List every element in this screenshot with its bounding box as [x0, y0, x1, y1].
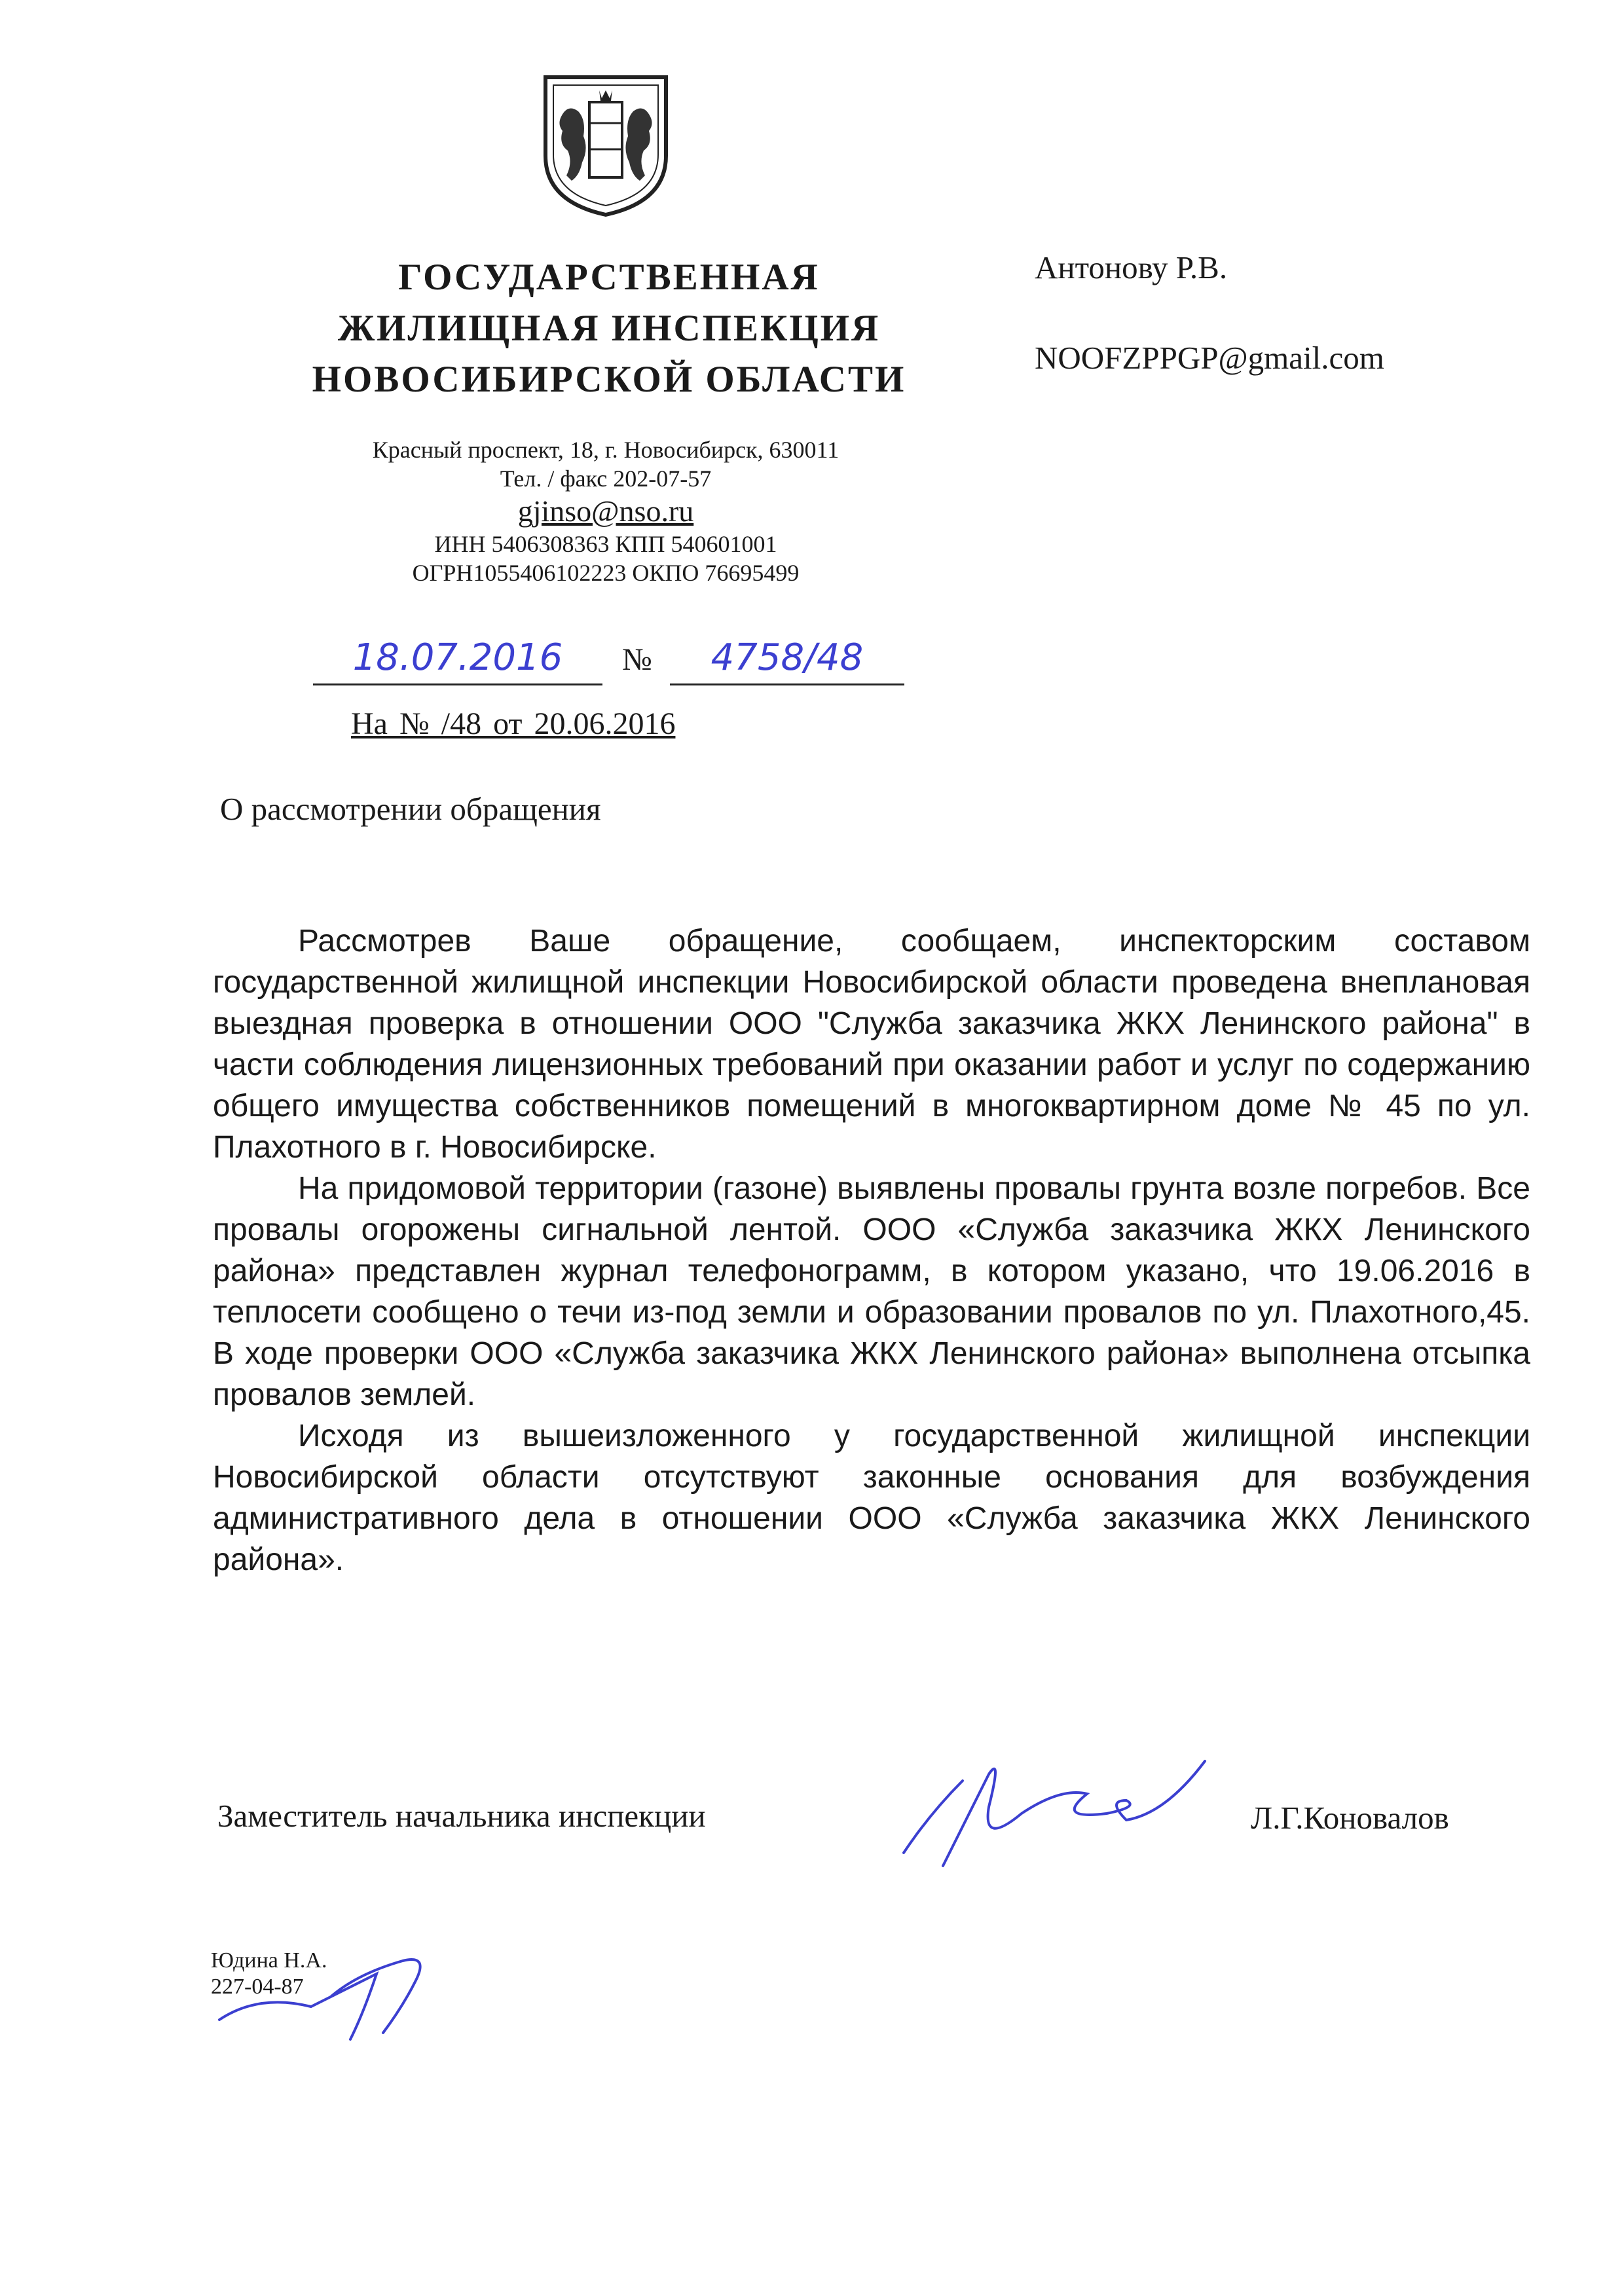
- organization-address: Красный проспект, 18, г. Новосибирск, 630011: [372, 437, 840, 463]
- signer-name: Л.Г.Коновалов: [1251, 1800, 1449, 1836]
- letter-subject: О рассмотрении обращения: [220, 791, 601, 827]
- organization-name-line: ЖИЛИЩНАЯ ИНСПЕКЦИЯ: [337, 308, 881, 349]
- organization-name-line: ГОСУДАРСТВЕННАЯ: [398, 257, 820, 298]
- organization-details: [275, 435, 936, 587]
- recipient-block: [1035, 247, 1384, 378]
- recipient-name: Антонову Р.В.: [1035, 249, 1228, 285]
- number-sign-label: №: [622, 642, 652, 677]
- organization-inn-kpp: ИНН 5406308363 КПП 540601001: [434, 531, 777, 557]
- organization-ogrn-okpo: ОГРН1055406102223 ОКПО 76695499: [412, 560, 800, 586]
- body-paragraph: Рассмотрев Ваше обращение, сообщаем, инспекторским составом государственной жилищной инспекции Новосибирской области проведена внеплановая выездная проверка в отношении ООО "Служба заказчика ЖКХ Ленинского района" в части соблюдения лицензионных требований при оказании работ и услуг по содержанию общего имущества собственников помещений в многоквартирном доме № 45 по ул. Плахотного в г. Новосибирске.: [213, 924, 1530, 1165]
- outgoing-number-field: [670, 634, 904, 685]
- coat-of-arms-icon: [534, 71, 678, 218]
- organization-name-line: НОВОСИБИРСКОЙ ОБЛАСТИ: [312, 359, 906, 400]
- organization-email-link[interactable]: gjinso@nso.ru: [517, 494, 694, 528]
- reference-line: На № /48 от 20.06.2016: [351, 706, 676, 741]
- outgoing-date-field: [313, 634, 602, 685]
- handwritten-number: 4758/48: [710, 636, 864, 679]
- letter-body: [213, 920, 1530, 1580]
- recipient-email: NOOFZPPGP@gmail.com: [1035, 340, 1384, 376]
- executor-name: Юдина Н.А.: [211, 1948, 327, 1973]
- body-paragraph: На придомовой территории (газоне) выявлены провалы грунта возле погребов. Все провалы огорожены сигнальной лентой. ООО «Служба заказчика ЖКХ Ленинского района» представлен журнал телефонограмм, в котором указано, что 19.06.2016 в теплосети сообщено о течи из-под земли и образовании провалов по ул. Плахотного,45. В ходе проверки ООО «Служба заказчика ЖКХ Ленинского района» выполнена отсыпка провалов землей.: [213, 1171, 1530, 1412]
- organization-name: [308, 252, 910, 405]
- handwritten-date: 18.07.2016: [352, 636, 563, 679]
- executor-info: [211, 1948, 327, 2000]
- body-paragraph: Исходя из вышеизложенного у государственной жилищной инспекции Новосибирской области отсутствуют законные основания для возбуждения административного дела в отношении ООО «Служба заказчика ЖКХ Ленинского района».: [213, 1419, 1530, 1577]
- executor-phone: 227-04-87: [211, 1975, 304, 1999]
- handwritten-signature: [891, 1735, 1231, 1886]
- signer-title: Заместитель начальника инспекции: [217, 1798, 706, 1834]
- organization-phone: Тел. / факс 202-07-57: [500, 465, 712, 492]
